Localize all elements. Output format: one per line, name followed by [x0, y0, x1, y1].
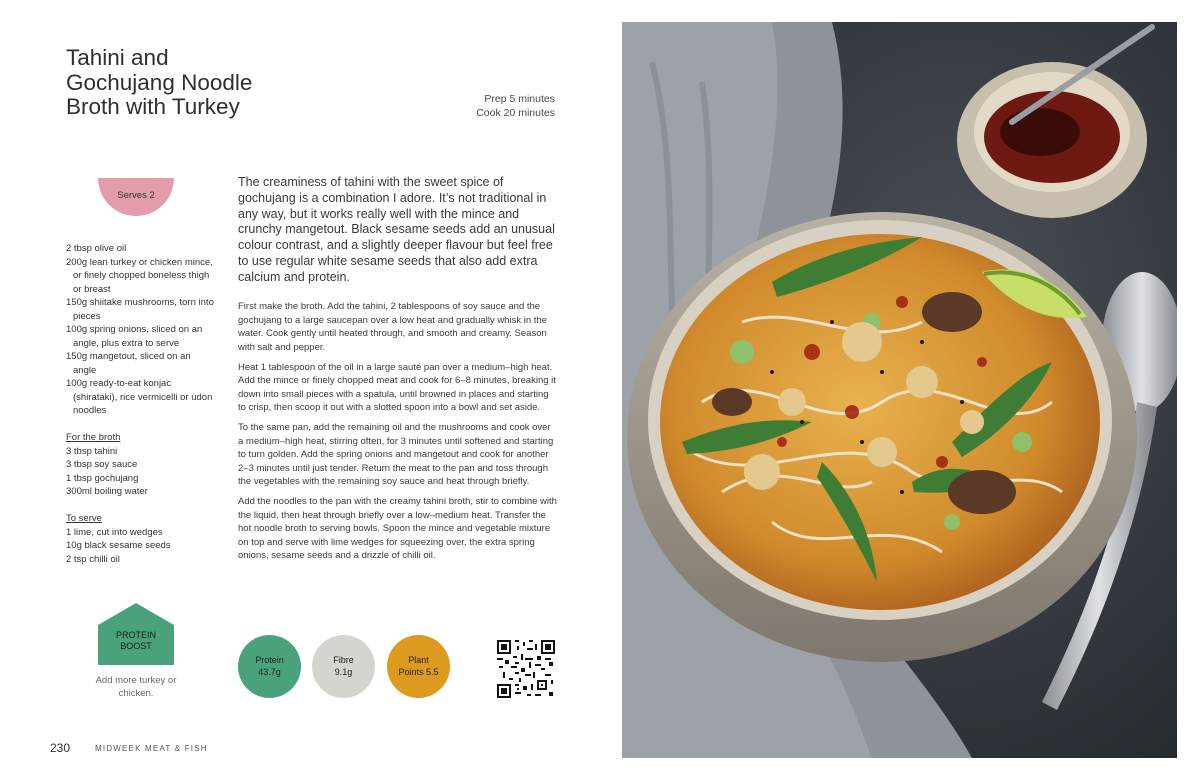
protein-boost-badge — [98, 603, 174, 665]
broth-item: 3 tbsp soy sauce — [66, 459, 138, 470]
recipe-times — [440, 93, 555, 120]
serve-heading: To serve — [66, 513, 102, 524]
broth-item: 3 tbsp tahini — [66, 445, 118, 457]
method-step: To the same pan, add the remaining oil and the mushrooms and cook over a medium–high heat, stirring often, for 3 minutes until softened and starting to turn golden. Add the spring onions and mangetout and cook for another 2–3 minutes until just tender. Return the meat to the pan and toss through the vegetables with the remaining soy sauce and heat through briefly. — [238, 422, 554, 487]
serve-item: 10g black sesame seeds — [66, 540, 171, 551]
recipe-title — [66, 46, 346, 120]
protein-boost-label — [98, 630, 174, 652]
fibre-value: 9.1g — [334, 666, 353, 677]
recipe-title-line-1: Tahini and — [66, 45, 169, 70]
prep-time: Prep 5 minutes — [484, 93, 555, 105]
ingredient-item: 100g spring onions, sliced on an angle, plus extra to serve — [66, 324, 203, 349]
broth-item: 1 tbsp gochujang — [66, 472, 139, 484]
ingredient-item: 2 tbsp olive oil — [66, 243, 127, 254]
ingredient-item: 150g mangetout, sliced on an angle — [66, 351, 191, 376]
section-name: MIDWEEK MEAT & FISH — [95, 744, 208, 753]
fibre-label: Fibre — [333, 655, 354, 665]
protein-boost-line-1: PROTEIN — [115, 630, 156, 640]
plant-value: Points 5.5 — [398, 666, 439, 677]
ingredient-item: 200g lean turkey or chicken mince, or finely chopped boneless thigh or breast — [66, 256, 213, 295]
protein-boost-line-2: BOOST — [120, 641, 152, 651]
serve-item: 2 tsp chilli oil — [66, 553, 120, 565]
recipe-title-line-3: Broth with Turkey — [66, 94, 240, 119]
ingredient-item: 150g shiitake mushrooms, torn into pieces — [66, 297, 214, 322]
method-steps — [238, 300, 558, 569]
serves-label: Serves 2 — [117, 190, 155, 201]
noodle-bowl-illustration — [622, 22, 1177, 758]
serve-item: 1 lime, cut into wedges — [66, 526, 163, 538]
broth-item: 300ml boiling water — [66, 486, 148, 497]
recipe-intro: The creaminess of tahini with the sweet spice of gochujang is a combination I adore. It’s not traditional in any way, but it works really well with the mince and crunchy mangetout. Black sesame seeds add an unusual colour contrast, and a slightly deeper flavour but feel free to use regular white sesame seeds that also add extra calcium and protein. — [238, 175, 555, 284]
plant-points-circle — [387, 635, 450, 698]
fibre-circle — [312, 635, 375, 698]
broth-heading: For the broth — [66, 432, 121, 443]
method-step: Heat 1 tablespoon of the oil in a large sauté pan over a medium–high heat. Add the mince or finely chopped meat and cook for 6–8 minutes, breaking it down into small pieces with a spatula, until browned in places and starting to crisp, then scoop it out with a slotted spoon into a bowl and set aside. — [238, 361, 556, 413]
noodle-bowl-photo — [622, 22, 1177, 758]
recipe-title-line-2: Gochujang Noodle — [66, 69, 253, 95]
method-step: First make the broth. Add the tahini, 2 tablespoons of soy sauce and the gochujang to a large saucepan over a low heat and gradually whisk in the water. Cook gently until heated through, and smooth and creamy. Season with salt and pepper. — [238, 301, 547, 353]
page-number: 230 — [50, 741, 71, 755]
protein-label: Protein — [255, 655, 284, 665]
ingredient-item: 100g ready-to-eat konjac (shirataki), rice vermicelli or udon noodles — [66, 378, 213, 416]
protein-circle — [238, 635, 301, 698]
qr-code-icon[interactable] — [497, 640, 555, 698]
serves-badge — [98, 178, 174, 216]
plant-label: Plant — [408, 655, 429, 665]
ingredients-list — [66, 242, 216, 566]
cook-time: Cook 20 minutes — [476, 106, 555, 119]
method-step: Add the noodles to the pan with the creamy tahini broth, stir to combine with the liquid, then heat through briefly over a low–medium heat. Transfer the hot noodle broth to serving bowls. Spoon the mince and vegetable mixture on top and serve with lime wedges for squeezing over, the extra spring onions, sesame seeds and a drizzle of chilli oil. — [238, 496, 557, 561]
protein-value: 43.7g — [258, 666, 281, 677]
protein-boost-note: Add more turkey or chicken. — [95, 675, 177, 699]
